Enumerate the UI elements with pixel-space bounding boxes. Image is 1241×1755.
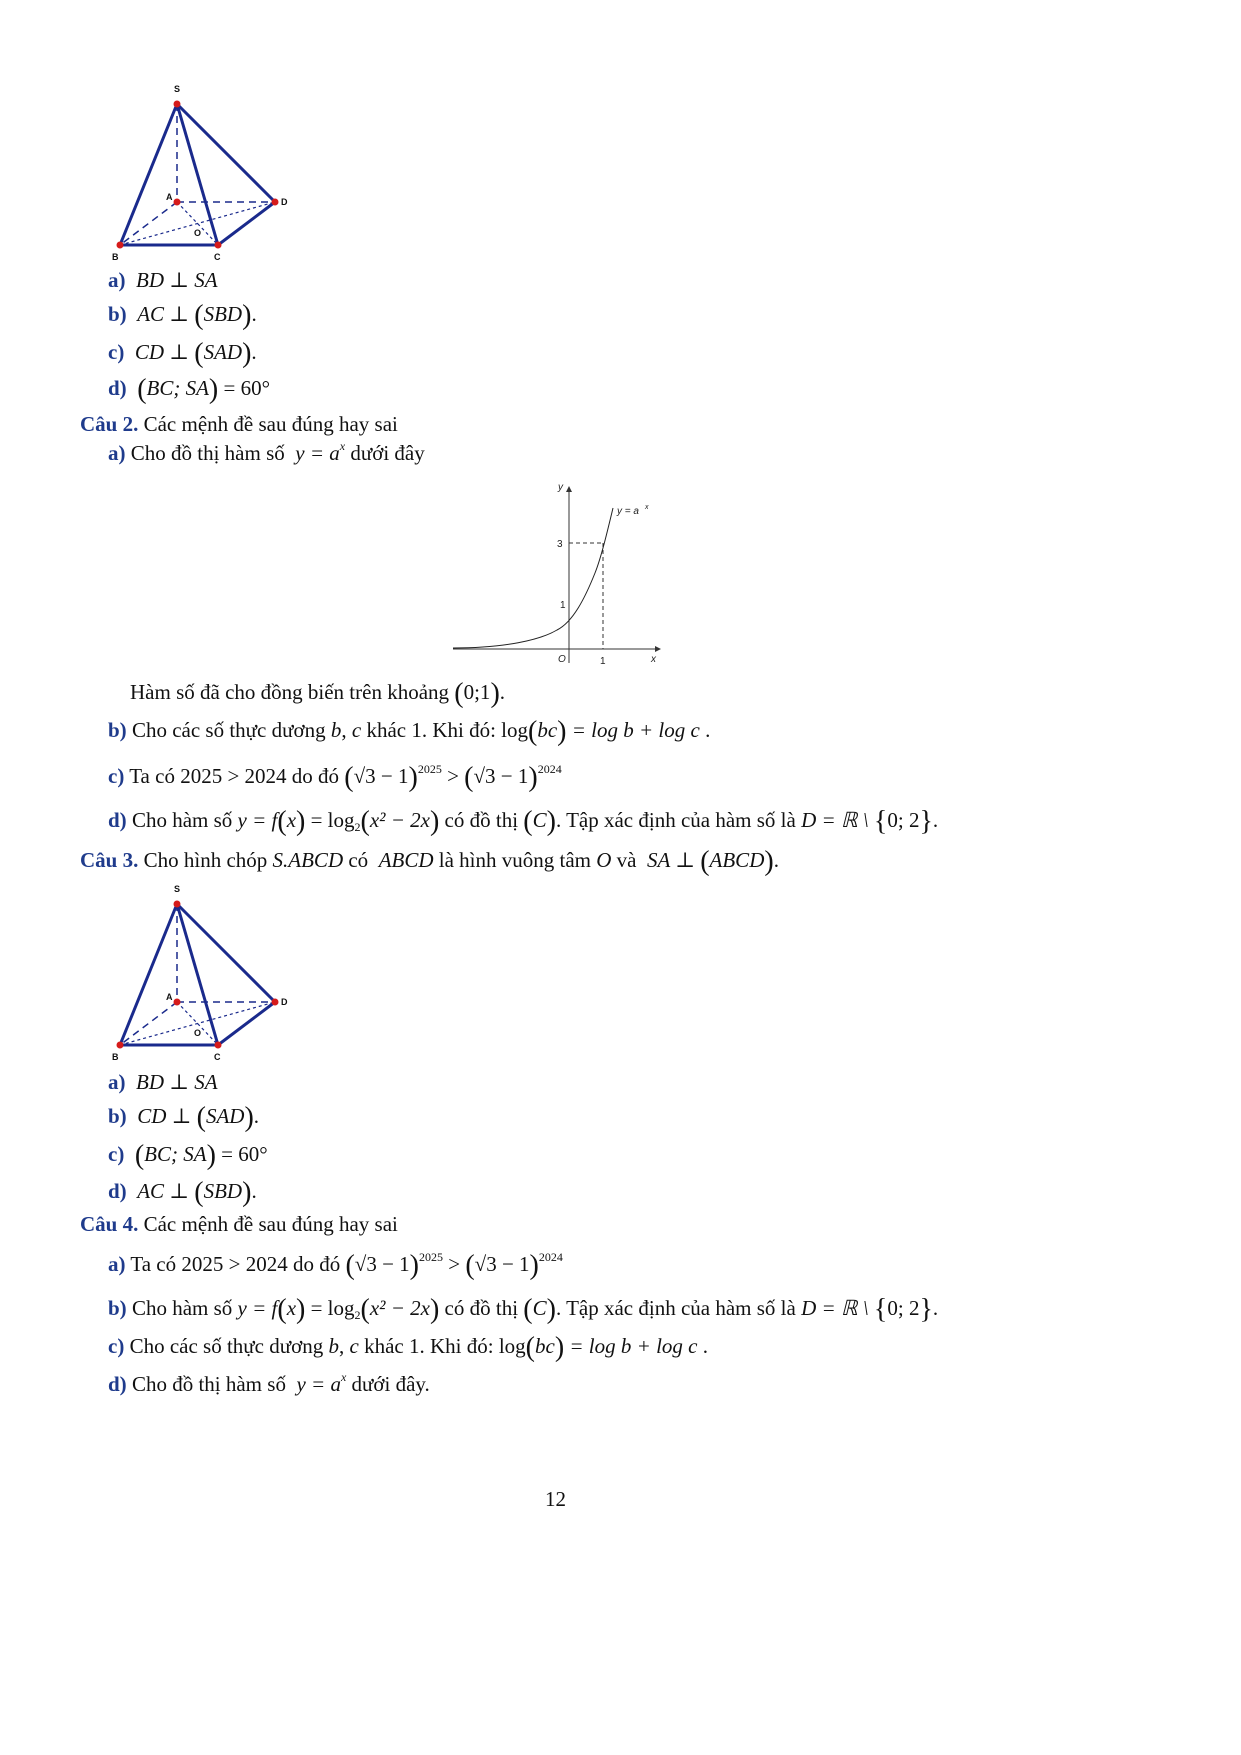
q2-statement-a-conclusion: Hàm số đã cho đồng biến trên khoảng (0;1). — [130, 678, 506, 709]
vertex-b-label: B — [112, 1052, 119, 1062]
vertex-d-label: D — [281, 997, 288, 1007]
q3-statement-a: a) BD ⊥ SA — [108, 1070, 218, 1094]
q4-statement-a: a) Ta có 2025 > 2024 do đó $(√3 - 1)^{2025} > (√3 - 1)^{2024}$ — [108, 1250, 563, 1281]
center-o-label: O — [194, 228, 202, 238]
page-number: 12 — [545, 1487, 566, 1511]
vertex-c-label: C — [214, 1052, 221, 1062]
q3-statement-d: d) AC ⊥ (SBD). — [108, 1177, 257, 1208]
graph-tick-y-3: 3 — [557, 539, 563, 550]
block1-statement-a: a) BD ⊥ SA — [108, 268, 218, 292]
block1-statement-d: d) (BC; SA) = 60° — [108, 374, 270, 405]
vertex-a-label: A — [166, 992, 173, 1002]
vertex-d-label: D — [281, 197, 288, 207]
vertex-a-label: A — [166, 192, 173, 202]
q4-statement-b: b) Cho hàm số $y = f(x) = \log_2(x^2 - 2x)$ có đồ thị (C). Tập xác định của hàm số là D = ℝ \ {0; 2}. — [108, 1294, 939, 1325]
graph-tick-x-1: 1 — [600, 656, 606, 667]
vertex-b-label: B — [112, 252, 119, 262]
vertex-c-label: C — [214, 252, 221, 262]
q2-statement-b: b) Cho các số thực dương b, c khác 1. Khi đó: log(bc) = log b + log c . — [108, 716, 711, 747]
question-3-heading: Câu 3. Cho hình chóp S.ABCD có ABCD là hình vuông tâm O và SA ⊥ (ABCD). — [80, 846, 779, 877]
q2-statement-d: d) Cho hàm số $y = f(x) = \log_2(x^2 - 2x)$ có đồ thị (C). Tập xác định của hàm số là D = ℝ \ {0; 2}. — [108, 806, 939, 837]
center-o-label: O — [194, 1028, 202, 1038]
graph-tick-y-1: 1 — [560, 600, 566, 611]
q4-statement-d: d) Cho đồ thị hàm số $y = a^x$ dưới đây. — [108, 1370, 430, 1396]
q2-statement-a: a) Cho đồ thị hàm số $y = a^x$ dưới đây — [108, 439, 425, 465]
block1-statement-b: b) AC ⊥ (SBD). — [108, 300, 257, 331]
block1-statement-c: c) CD ⊥ (SAD). — [108, 338, 257, 369]
q3-statement-c: c) (BC; SA) = 60° — [108, 1140, 268, 1171]
graph-curve-exponent: x — [645, 504, 649, 511]
pyramid-figure-1 — [110, 80, 310, 270]
question-4-heading: Câu 4. Các mệnh đề sau đúng hay sai — [80, 1212, 398, 1236]
q4-statement-c: c) Cho các số thực dương b, c khác 1. Khi đó: log(bc) = log b + log c . — [108, 1332, 708, 1363]
graph-y-axis-label: y — [558, 482, 563, 493]
graph-origin-label: O — [558, 654, 566, 665]
vertex-s-label: S — [174, 884, 181, 894]
exponential-graph — [445, 478, 670, 673]
graph-curve-label: y = a — [617, 506, 639, 517]
graph-x-axis-label: x — [651, 654, 656, 665]
question-2-heading: Câu 2. Các mệnh đề sau đúng hay sai — [80, 412, 398, 436]
pyramid-figure-2 — [110, 880, 310, 1070]
q3-statement-b: b) CD ⊥ (SAD). — [108, 1102, 260, 1133]
q2-statement-c: c) Ta có 2025 > 2024 do đó $(√3 - 1)^{2025} > (√3 - 1)^{2024}$ — [108, 762, 562, 793]
vertex-s-label: S — [174, 84, 181, 94]
